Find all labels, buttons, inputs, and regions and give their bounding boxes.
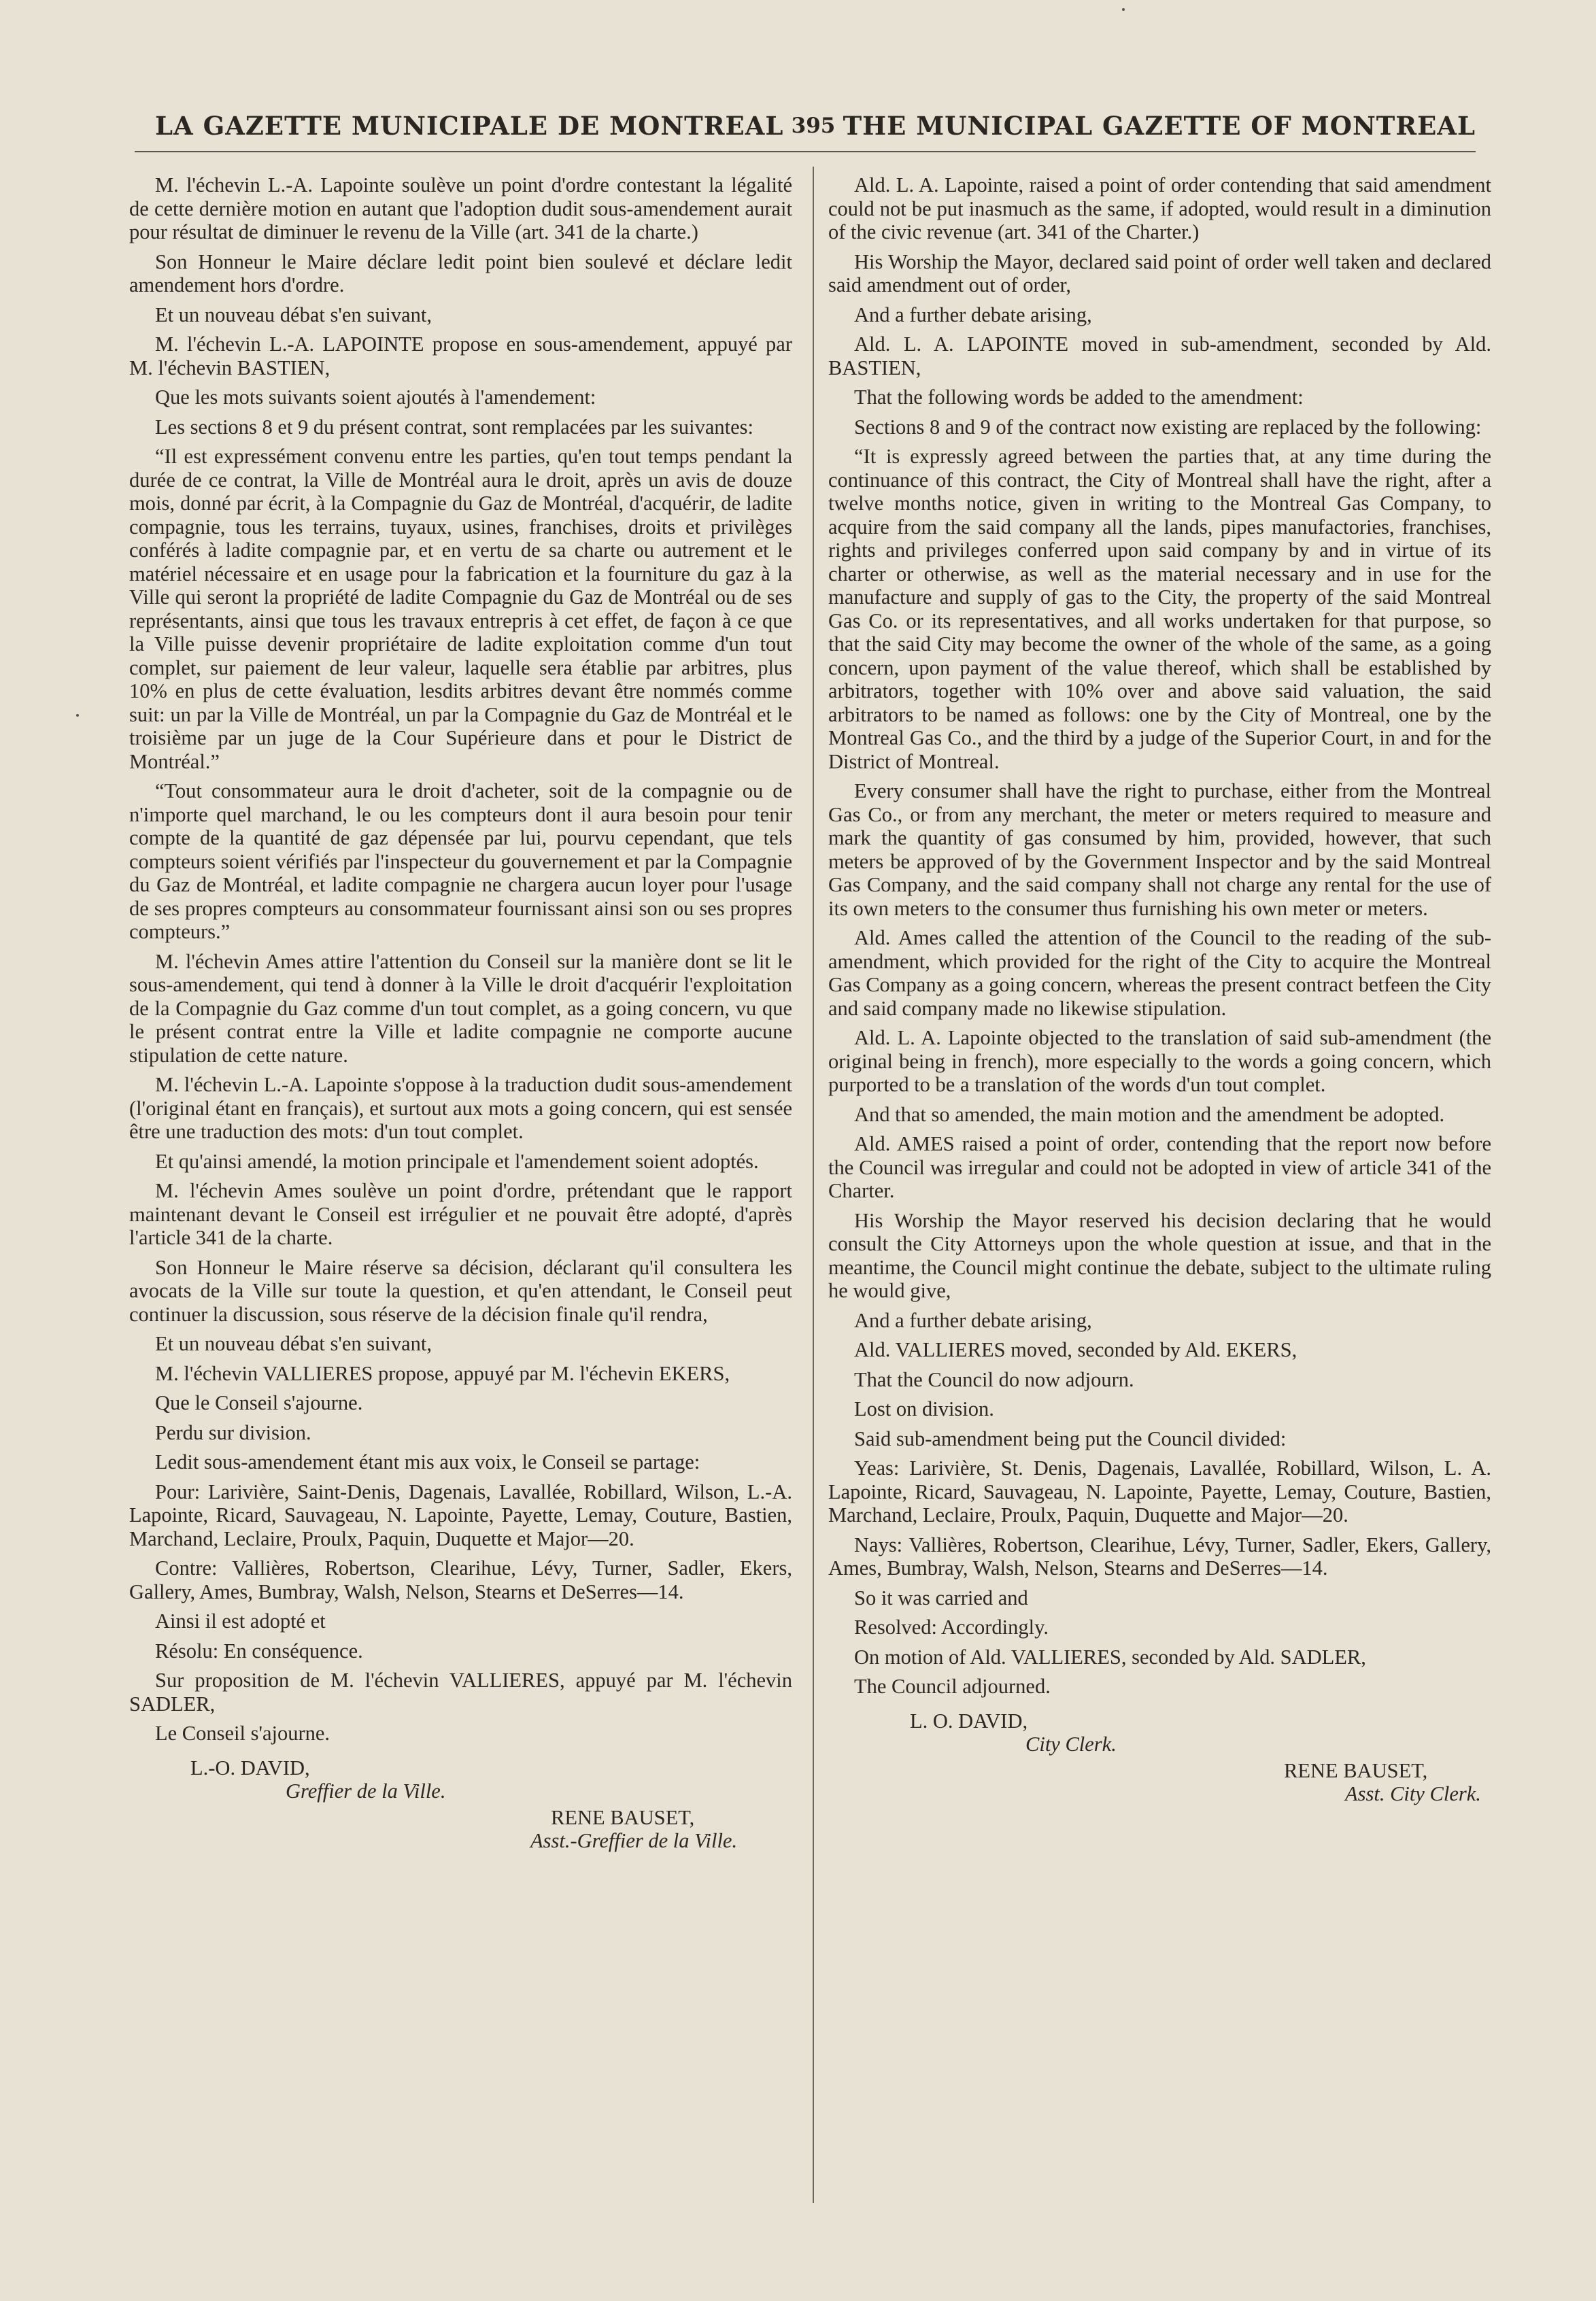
paragraph: That the Council do now adjourn. [854, 1367, 1134, 1391]
paragraph: Et un nouveau débat s'en suivant, [155, 1332, 432, 1355]
paragraph: Perdu sur division. [155, 1420, 311, 1444]
paragraph: M. l'échevin Ames soulève un point d'ordre, prétendant que le rapport maintenant devant le Conseil est irrégulier et ne pouvait être adopté, d'après l'article 341 de la charte. [129, 1179, 792, 1249]
assistant-name: RENE BAUSET, [551, 1805, 695, 1829]
print-speck [1122, 8, 1125, 11]
page-number: 395 [791, 114, 836, 138]
page-header [155, 102, 1476, 150]
paragraph: M. l'échevin L.-A. Lapointe s'oppose à la traduction dudit sous-amendement (l'original étant en français), et surtout aux mots a going concern, qui est sensée être une traduction des mots: d'un tout complet. [129, 1073, 792, 1143]
paragraph: Ledit sous-amendement étant mis aux voix, le Conseil se partage: [155, 1450, 700, 1473]
paragraph: Ald. VALLIERES moved, seconded by Ald. EKERS, [854, 1338, 1297, 1361]
paragraph: Que les mots suivants soient ajoutés à l'amendement: [155, 386, 596, 409]
paragraph: Ald. L. A. LAPOINTE moved in sub-amendment, seconded by Ald. BASTIEN, [828, 333, 1491, 379]
paragraph: And a further debate arising, [854, 1308, 1092, 1332]
assistant-title: Asst.-Greffier de la Ville. [530, 1829, 738, 1852]
header-french-title: LA GAZETTE MUNICIPALE DE MONTREAL [155, 111, 784, 141]
paragraph: “Tout consommateur aura le droit d'acheter, soit de la compagnie ou de n'importe quel marchand, le ou les compteurs dont il aura besoin pour tenir compte de la quantité de gaz dépensée par lui, pourvu cependant, que tels compteurs soient vérifiés par l'inspecteur du gouvernement et par la Compagnie du Gaz de Montréal, et ladite compagnie ne chargera aucun loyer pour l'usage de ses propres compteurs au consommateur fournissant ainsi son ou ses propres compteurs.” [129, 779, 792, 943]
print-speck [76, 714, 79, 717]
paragraph: So it was carried and [854, 1586, 1028, 1609]
french-column [129, 173, 792, 1853]
paragraph: Ald. L. A. Lapointe, raised a point of order contending that said amendment could not be put inasmuch as the same, if adopted, would result in a diminution of the civic revenue (art. 341 of the Charter.) [828, 173, 1491, 243]
paragraph: Ald. AMES raised a point of order, contending that the report now before the Council was irregular and could not be adopted in view of article 341 of the Charter. [828, 1132, 1491, 1202]
paragraph: Resolved: Accordingly. [854, 1616, 1049, 1639]
paragraph: Nays: Vallières, Robertson, Clearihue, Lévy, Turner, Sadler, Ekers, Gallery, Ames, Bumbray, Walsh, Nelson, Stearns and DeSerres—14. [828, 1533, 1491, 1580]
paragraph: And that so amended, the main motion and the amendment be adopted. [854, 1102, 1445, 1126]
paragraph: Pour: Larivière, Saint-Denis, Dagenais, Lavallée, Robillard, Wilson, L.-A. Lapointe, Ricard, Sauvageau, N. Lapointe, Payette, Lemay, Couture, Bastien, Marchand, Leclaire, Proulx, Paquin, Duquette et Major—20. [129, 1480, 792, 1550]
paragraph: Lost on division. [854, 1397, 994, 1420]
english-assistant-signature [1284, 1759, 1491, 1806]
paragraph: Sur proposition de M. l'échevin VALLIERES, appuyé par M. l'échevin SADLER, [129, 1669, 792, 1716]
paragraph: And a further debate arising, [854, 303, 1092, 326]
paragraph: His Worship the Mayor, declared said point of order well taken and declared said amendment out of order, [828, 250, 1491, 296]
paragraph: Le Conseil s'ajourne. [155, 1722, 330, 1745]
paragraph: Every consumer shall have the right to purchase, either from the Montreal Gas Co., or from any merchant, the meter or meters required to measure and mark the quantity of gas consumed by him, provided, however, that such meters be approved of by the Government Inspector and by the said Montreal Gas Company, and the said company shall not charge any rental for the use of its own meters to the consumer thus furnishing his own meter or meters. [828, 779, 1491, 920]
paragraph: Et un nouveau débat s'en suivant, [155, 303, 432, 326]
french-paragraphs [129, 173, 792, 1745]
paragraph: Said sub-amendment being put the Council divided: [854, 1427, 1287, 1450]
paragraph: Ald. L. A. Lapointe objected to the translation of said sub-amendment (the original being in french), more especially to the words a going concern, which purported to be a translation of the words d'un tout complet. [828, 1026, 1491, 1096]
paragraph: Ald. Ames called the attention of the Council to the reading of the sub-amendment, which provided for the right of the City to acquire the Montreal Gas Company as a going concern, whereas the present contract betfeen the City and said company made no likewise stipulation. [828, 926, 1491, 1020]
english-column [828, 173, 1491, 1806]
paragraph: Yeas: Larivière, St. Denis, Dagenais, Lavallée, Robillard, Wilson, L. A. Lapointe, Ricard, Sauvageau, N. Lapointe, Payette, Lemay, Couture, Bastien, Marchand, Leclaire, Proulx, Paquin, Duquette and Major—20. [828, 1456, 1491, 1527]
paragraph: Ainsi il est adopté et [155, 1609, 326, 1633]
paragraph: That the following words be added to the amendment: [854, 386, 1304, 409]
clerk-name: L.-O. DAVID, [190, 1756, 310, 1779]
paragraph: Son Honneur le Maire déclare ledit point bien soulevé et déclare ledit amendement hors d'ordre. [129, 250, 792, 296]
header-rule [135, 151, 1476, 152]
paragraph: M. l'échevin Ames attire l'attention du Conseil sur la manière dont se lit le sous-amendement, qui tend à donner à la Ville le droit d'acquérir l'exploitation de la Compagnie du Gaz comme d'un tout complet, as a going concern, vu que le présent contrat entre la Ville et ladite compagnie ne comporte aucune stipulation de cette nature. [129, 949, 792, 1067]
paragraph: Contre: Vallières, Robertson, Clearihue, Lévy, Turner, Sadler, Ekers, Gallery, Ames, Bumbray, Walsh, Nelson, Stearns et DeSerres—14. [129, 1556, 792, 1603]
assistant-name: RENE BAUSET, [1284, 1758, 1428, 1782]
paragraph: Sections 8 and 9 of the contract now existing are replaced by the following: [854, 415, 1482, 439]
english-clerk-signature [910, 1709, 1491, 1756]
paragraph: M. l'échevin L.-A. LAPOINTE propose en sous-amendement, appuyé par M. l'échevin BASTIEN, [129, 333, 792, 379]
clerk-name: L. O. DAVID, [910, 1709, 1028, 1733]
column-divider [813, 167, 814, 2203]
paragraph: Les sections 8 et 9 du présent contrat, sont remplacées par les suivantes: [155, 415, 754, 439]
french-clerk-signature [190, 1756, 792, 1803]
paragraph: M. l'échevin VALLIERES propose, appuyé par M. l'échevin EKERS, [155, 1361, 730, 1385]
paragraph: “It is expressly agreed between the parties that, at any time during the continuance of this contract, the City of Montreal shall have the right, after a twelve months notice, given in writing to the Montreal Gas Company, to acquire from the said company all the lands, pipes manufactories, franchises, rights and privileges conferred upon said company by and in virtue of its charter or otherwise, as well as the material necessary and in use for the manufacture and supply of gas to the City, the property of the said Montreal Gas Co. or its representatives, and all works undertaken for that purpose, so that the said City may become the owner of the whole of the same, as a going concern, upon payment of the value thereof, which shall be established by arbitrators, together with 10% over and above said valuation, the said arbitrators to be named as follows: one by the City of Montreal, one by the Montreal Gas Co., and the third by a judge of the Superior Court, in and for the District of Montreal. [828, 445, 1491, 773]
assistant-title: Asst. City Clerk. [1345, 1782, 1481, 1805]
paragraph: “Il est expressément convenu entre les parties, qu'en tout temps pendant la durée de ce contrat, la Ville de Montréal aura le droit, après un avis de douze mois, donné par écrit, à la Compagnie du Gaz de Montréal, d'acquérir, de ladite compagnie, tous les terrains, tuyaux, usines, franchises, droits et privilèges conférés à ladite compagnie par, et en vertu de sa charte ou autrement et le matériel nécessaire et en usage pour la fabrication et la fourniture du gaz à la Ville qui seront la propriété de ladite Compagnie du Gaz de Montréal ou de ses représentants, ainsi que tous les travaux entrepris à cet effet, de façon à ce que la Ville puisse devenir propriétaire de ladite exploitation comme d'un tout complet, sur paiement de leur valeur, laquelle sera établie par arbitres, plus 10% en plus de cette évaluation, lesdits arbitres devant être nommés comme suit: un par la Ville de Montréal, un par la Compagnie du Gaz de Montréal et le troisième par un juge de la Cour Supérieure dans et pour le District de Montréal.” [129, 445, 792, 773]
paragraph: Que le Conseil s'ajourne. [155, 1391, 363, 1414]
paragraph: The Council adjourned. [854, 1675, 1051, 1698]
paragraph: Et qu'ainsi amendé, la motion principale et l'amendement soient adoptés. [155, 1149, 759, 1173]
header-english-title: THE MUNICIPAL GAZETTE OF MONTREAL [843, 111, 1476, 141]
english-paragraphs [828, 173, 1491, 1699]
paragraph: M. l'échevin L.-A. Lapointe soulève un point d'ordre contestant la légalité de cette dernière motion en autant que l'adoption dudit sous-amendement aurait pour résultat de diminuer le revenu de la Ville (art. 341 de la charte.) [129, 173, 792, 243]
paragraph: Résolu: En conséquence. [155, 1639, 363, 1663]
clerk-title: City Clerk. [1025, 1733, 1117, 1756]
french-assistant-signature [530, 1805, 792, 1853]
paragraph: Son Honneur le Maire réserve sa décision, déclarant qu'il consultera les avocats de la Ville sur toute la question, et qu'en attendant, le Conseil peut continuer la discussion, sous réserve de la décision finale qu'il rendra, [129, 1255, 792, 1326]
paragraph: On motion of Ald. VALLIERES, seconded by Ald. SADLER, [854, 1645, 1366, 1669]
clerk-title: Greffier de la Ville. [286, 1779, 446, 1803]
paragraph: His Worship the Mayor reserved his decision declaring that he would consult the City Attorneys upon the whole question at issue, and that in the meantime, the Council might continue the debate, subject to the ultimate ruling he would give, [828, 1208, 1491, 1302]
